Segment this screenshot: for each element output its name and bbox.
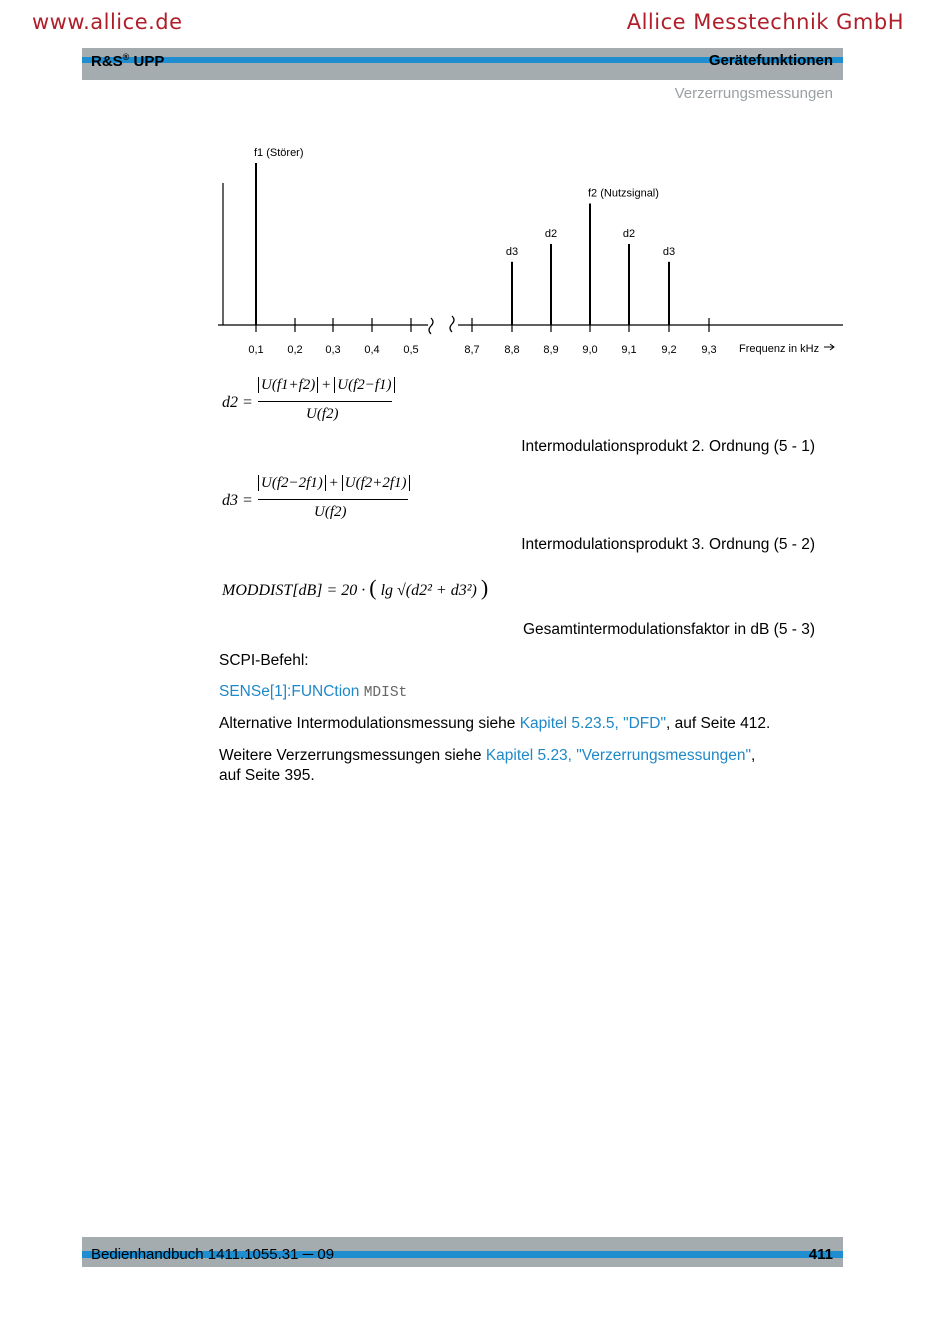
chart-x-tick-label: 0,4 xyxy=(364,344,380,356)
chart-x-tick-label: 9,2 xyxy=(661,344,677,356)
chart-line-label: d3 xyxy=(662,245,676,258)
chart-layer xyxy=(218,147,843,356)
formula-d3-numerator: U(f2−2f1) + U(f2+2f1) xyxy=(258,475,410,492)
watermark-company: Allice Messtechnik GmbH xyxy=(626,10,904,34)
chart-x-tick-label: 9,3 xyxy=(701,344,717,356)
chart-x-tick-label: 9,1 xyxy=(621,344,637,356)
chart-x-tick-label: 8,9 xyxy=(543,344,559,356)
chart-x-axis-label: Frequenz in kHz xyxy=(739,343,820,355)
footer-page-number: 411 xyxy=(808,1246,833,1263)
chart-line-label: d3 xyxy=(505,245,519,258)
section-title: Gerätefunktionen xyxy=(708,52,833,69)
formula-d3 xyxy=(222,475,442,530)
formula-moddist: MODDIST[dB] = 20 · ( lg √(d2² + d3²) ) xyxy=(222,575,489,600)
footer-manual: Bedienhandbuch 1411.1055.31 ─ 09 xyxy=(91,1246,335,1263)
chart-x-tick-label: 0,3 xyxy=(325,344,341,356)
chart-line-label: d2 xyxy=(544,228,558,240)
chart-x-tick-label: 8,7 xyxy=(464,344,480,356)
formula-moddist-inner: lg √(d2² + d3²) xyxy=(380,582,477,599)
formula-d3-fraction-bar xyxy=(258,499,408,500)
formula-d3-lhs: d3 = xyxy=(222,492,253,509)
chart-x-tick-label: 9,0 xyxy=(582,344,598,356)
chart-axis-break-mark xyxy=(429,318,433,334)
caption-formula-1: Intermodulationsprodukt 2. Ordnung (5 - 1) xyxy=(521,438,815,455)
chart-line-label: f1 (Störer) xyxy=(254,147,304,159)
caption-formula-3: Gesamtintermodulationsfaktor in dB (5 - 3) xyxy=(522,621,815,638)
formula-d2-numerator: U(f1+f2) + U(f2−f1) xyxy=(258,377,395,394)
caption-formula-2: Intermodulationsprodukt 3. Ordnung (5 - 2) xyxy=(521,536,815,553)
formula-d3-denominator: U(f2) xyxy=(314,504,347,520)
link-verzerrungsmessungen[interactable]: Kapitel 5.23, "Verzerrungsmessungen" xyxy=(485,747,752,764)
formula-d2-lhs: d2 = xyxy=(222,394,253,411)
alt-measurement-paragraph: Alternative Intermodulationsmessung siehe Kapitel 5.23.5, "DFD", auf Seite 412. xyxy=(219,715,771,732)
chart-line-label: d2 xyxy=(622,228,636,240)
formula-d2-fraction-bar xyxy=(258,401,392,402)
product-title: R&S® UPP xyxy=(91,52,165,70)
subsection-title: Verzerrungsmessungen xyxy=(674,85,833,102)
chart-x-axis-arrow xyxy=(824,344,834,350)
watermark-url: www.allice.de xyxy=(32,10,183,34)
scpi-command-line xyxy=(219,683,407,701)
chart-x-tick-label: 8,8 xyxy=(504,344,520,356)
chart-axis-break-mark xyxy=(450,316,454,332)
scpi-parameter: MDISt xyxy=(363,685,408,701)
spectrum-chart xyxy=(0,0,950,370)
scpi-command-link[interactable]: SENSe[1]:FUNCtion xyxy=(219,683,360,700)
chart-x-tick-label: 0,2 xyxy=(287,344,303,356)
link-dfd[interactable]: Kapitel 5.23.5, "DFD" xyxy=(519,715,666,732)
scpi-label: SCPI-Befehl: xyxy=(219,652,309,669)
more-measurements-paragraph: Weitere Verzerrungsmessungen siehe Kapitel 5.23, "Verzerrungsmessungen", auf Seite 395. xyxy=(219,747,756,784)
formula-d2-denominator: U(f2) xyxy=(306,406,339,422)
chart-line-label: f2 (Nutzsignal) xyxy=(588,187,659,200)
formula-moddist-lhs: MODDIST[dB] = 20 · xyxy=(222,582,366,599)
chart-x-tick-label: 0,1 xyxy=(248,344,264,356)
chart-x-tick-label: 0,5 xyxy=(403,344,419,356)
formula-d2 xyxy=(222,377,422,432)
